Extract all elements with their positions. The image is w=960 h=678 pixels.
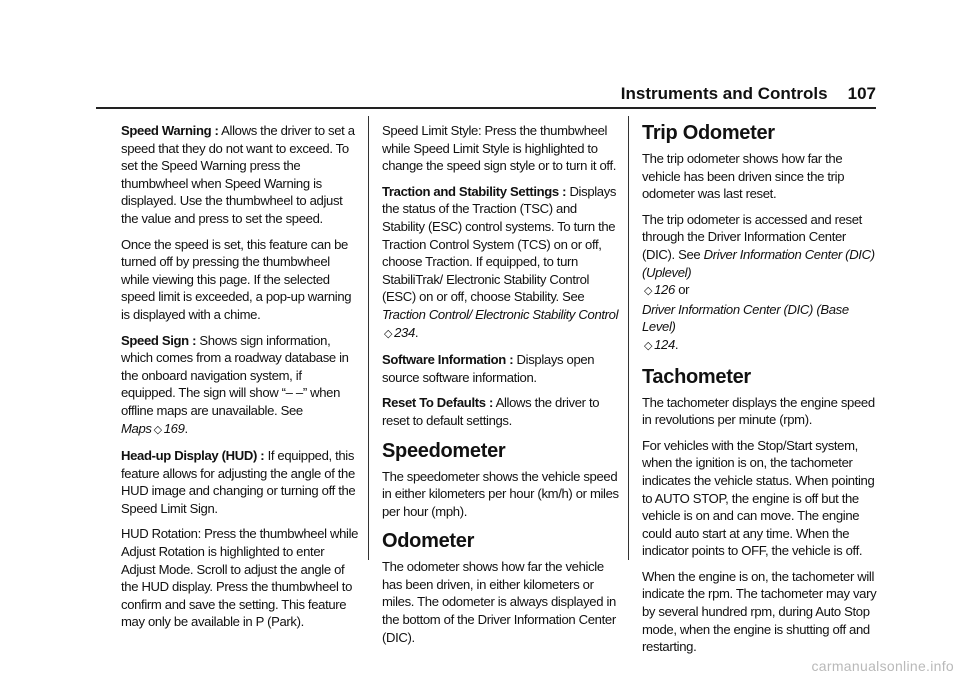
hud-rotation-paragraph: HUD Rotation: Press the thumbwheel while Adjust Rotation is highlighted to enter Adjust Mode. Scroll to adjust the angle of the HUD display. Press the thumbwheel to confirm and save the setting. This feature may only be available in P (Park).	[121, 526, 359, 630]
speed-sign-text: Shows sign information, which comes from a roadway database in the onboard navigation system, if equipped. The sign will show “– –” when offline maps are unavailable. See	[121, 332, 349, 418]
hud-paragraph	[121, 447, 359, 517]
speed-off-paragraph: Once the speed is set, this feature can be turned off by pressing the thumbwheel while viewing this page. If the selected speed limit is exceeded, a pop-up warning is displayed with a chime.	[121, 236, 352, 322]
speedometer-paragraph: The speedometer shows the vehicle speed in either kilometers per hour (km/h) or miles per hour (mph).	[382, 468, 619, 519]
page-number: 107	[847, 84, 876, 103]
tachometer-paragraph-2: For vehicles with the Stop/Start system, when the ignition is on, the tachometer indicates the vehicle status. When pointing to AUTO STOP, the engine is off but the vehicle is on and can move. The engine could auto start at any time. When the indicator points to OFF, the vehicle is off.	[642, 437, 875, 559]
maps-page-ref[interactable]: 169	[163, 420, 185, 436]
reset-defaults-text: Allows the driver to reset to default settings.	[382, 395, 600, 428]
page-ref-icon: ◇	[644, 339, 653, 352]
software-info-text: Displays open source software information.	[382, 352, 595, 385]
page-ref-icon: ◇	[153, 423, 162, 436]
tachometer-heading: Tachometer	[642, 365, 751, 388]
reset-defaults-term: Reset To Defaults :	[382, 395, 493, 411]
trip-odometer-heading: Trip Odometer	[642, 122, 775, 144]
page-header	[621, 84, 876, 104]
header-divider	[96, 107, 876, 109]
software-info-paragraph	[382, 351, 620, 386]
odometer-heading: Odometer	[382, 530, 475, 553]
column-1	[121, 122, 359, 639]
trip-odometer-paragraph-1: The trip odometer shows how far the vehicle has been driven since the trip odometer was last reset.	[642, 151, 845, 202]
section-title: Instruments and Controls	[620, 84, 828, 103]
column-divider-2	[628, 116, 629, 560]
speed-warning-paragraph	[121, 122, 359, 228]
traction-paragraph: Traction and Stability Settings : Displays the status of the Traction (TSC) and Stability (ESC) control systems. To turn the Traction Control System (TCS) on or off, choose Traction. If equipped, to turn StabiliTrak/ Electronic Stability Control (ESC) on or off, choose Stability. See Traction Control/ Electronic Stability Control ◇ 234.	[382, 183, 619, 340]
column-2	[382, 122, 620, 654]
reset-defaults-paragraph	[382, 394, 620, 429]
traction-control-link[interactable]: Traction Control/ Electronic Stability Control	[382, 306, 619, 322]
column-3	[642, 122, 880, 664]
software-info-term: Software Information :	[382, 352, 514, 368]
or-text: or	[678, 282, 690, 298]
speed-sign-term: Speed Sign :	[121, 332, 197, 348]
hud-term: Head-up Display (HUD) :	[121, 448, 265, 464]
dic-uplevel-link[interactable]: Driver Information Center (DIC) (Uplevel)	[642, 246, 875, 280]
speedometer-heading: Speedometer	[382, 439, 506, 462]
traction-text: Displays the status of the Traction (TSC) and Stability (ESC) control systems. To turn the Traction Control System (TCS) on or off, choose Traction. If equipped, to turn StabiliTrak/ Electronic Stability Control (ESC) on or off, choose Stability. See	[382, 183, 617, 305]
speed-warning-text: Allows the driver to set a speed that they do not want to exceed. To set the Speed Warning press the thumbwheel when Speed Warning is displayed. Use the thumbwheel to adjust the value and press to set the speed.	[121, 123, 355, 226]
speed-warning-term: Speed Warning :	[121, 123, 219, 138]
page-ref-icon: ◇	[384, 327, 393, 340]
traction-page-ref[interactable]: 234	[394, 324, 415, 340]
tachometer-paragraph-1: The tachometer displays the engine speed in revolutions per minute (rpm).	[642, 394, 875, 428]
speed-sign-paragraph: Speed Sign : Shows sign information, which comes from a roadway database in the onboard navigation system, if equipped. The sign will show “– –” when offline maps are unavailable. See Maps ◇ 169.	[121, 332, 349, 436]
hud-text: If equipped, this feature allows for adjusting the angle of the HUD image and changing or turning off the Speed Limit Sign.	[121, 448, 356, 516]
dic-uplevel-page-ref[interactable]: 126	[654, 282, 675, 298]
speed-limit-style-paragraph: Speed Limit Style: Press the thumbwheel while Speed Limit Style is highlighted to change the speed sign style or to turn it off.	[382, 123, 617, 174]
odometer-paragraph: The odometer shows how far the vehicle has been driven, in either kilometers or miles. The odometer is always displayed in the bottom of the Driver Information Center (DIC).	[382, 559, 616, 645]
tachometer-paragraph-3: When the engine is on, the tachometer will indicate the rpm. The tachometer may vary by several hundred rpm, during Auto Stop mode, when the engine is shutting off and restarting.	[642, 568, 877, 655]
page-ref-icon: ◇	[644, 285, 653, 298]
maps-link[interactable]: Maps	[121, 420, 152, 436]
column-divider-1	[368, 116, 369, 560]
watermark: carmanualsonline.info	[811, 658, 954, 674]
trip-odometer-text: The trip odometer is accessed and reset through the Driver Information Center (DIC). See	[642, 211, 862, 262]
trip-odometer-paragraph-2: The trip odometer is accessed and reset through the Driver Information Center (DIC). See Driver Information Center (DIC) (Uplevel) ◇ 126 or Driver Information Center (DIC) (Base Level) ◇ 124.	[642, 211, 875, 352]
traction-term: Traction and Stability Settings :	[382, 183, 567, 199]
dic-base-link[interactable]: Driver Information Center (DIC) (Base Level)	[642, 301, 849, 335]
dic-base-page-ref[interactable]: 124	[654, 336, 675, 352]
